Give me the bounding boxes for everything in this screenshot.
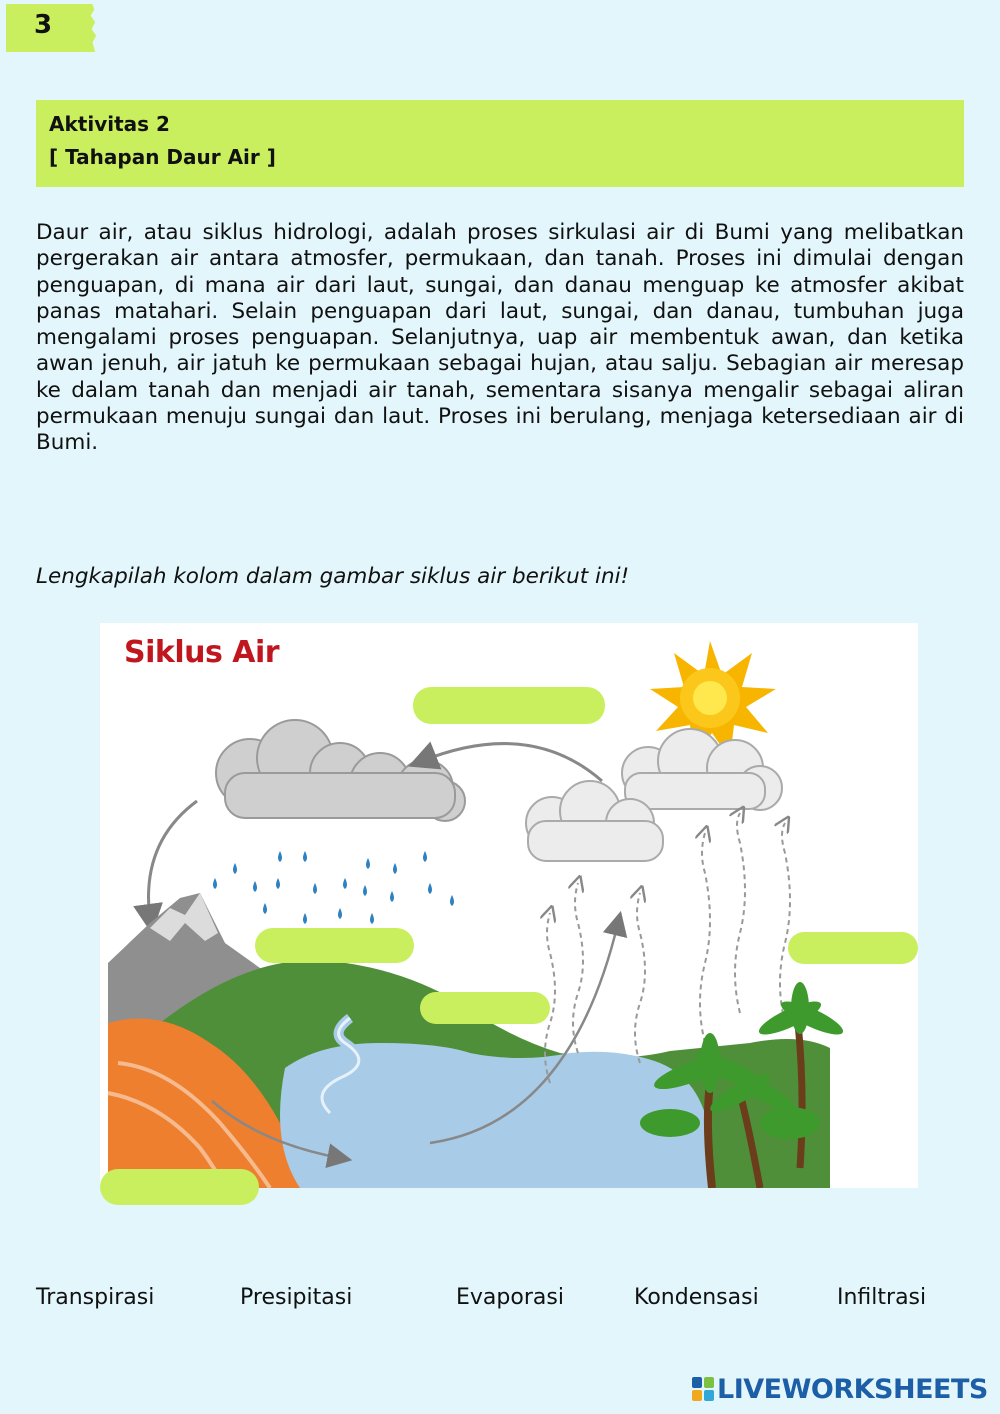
answer-slot-bottom[interactable] [100, 1169, 259, 1205]
word-option-presipitasi[interactable]: Presipitasi [240, 1285, 353, 1310]
word-option-transpirasi[interactable]: Transpirasi [36, 1285, 155, 1310]
brand-name: LIVEWORKSHEETS [717, 1373, 988, 1405]
word-option-infiltrasi[interactable]: Infiltrasi [837, 1285, 927, 1310]
activity-title: Aktivitas 2 [49, 112, 170, 136]
raindrops-icon [213, 851, 454, 924]
activity-subtitle: [ Tahapan Daur Air ] [49, 145, 276, 169]
liveworksheets-logo-icon [692, 1377, 714, 1401]
liveworksheets-logo[interactable] [692, 1372, 988, 1406]
answer-slot-rain[interactable] [255, 928, 414, 963]
intro-paragraph: Daur air, atau siklus hidrologi, adalah proses sirkulasi air di Bumi yang melibatkan pergerakan air antara atmosfer, permukaan, dan tanah. Proses ini dimulai dengan penguapan, di mana air dari laut, sungai, dan danau menguap ke atmosfer akibat panas matahari. Selain penguapan dari laut, sungai, dan danau, tumbuhan juga mengalami proses penguapan. Selanjutnya, uap air membentuk awan, dan ketika awan jenuh, air jatuh ke permukaan sebagai hujan, atau salju. Sebagian air meresap ke dalam tanah dan menjadi air tanah, sementara sisanya mengalir sebagai aliran permukaan menuju sungai dan laut. Proses ini berulang, menjaga ketersediaan air di Bumi. [36, 220, 964, 456]
answer-slot-top[interactable] [413, 687, 605, 724]
activity-header [36, 100, 964, 187]
rain-cloud-icon [216, 720, 465, 821]
page-number: 3 [34, 10, 53, 40]
water-cycle-figure [100, 623, 918, 1188]
cloud-icon-right [622, 729, 782, 810]
figure-title: Siklus Air [124, 635, 280, 670]
word-option-kondensasi[interactable]: Kondensasi [634, 1285, 759, 1310]
instruction-text: Lengkapilah kolom dalam gambar siklus air berikut ini! [36, 564, 630, 589]
answer-slot-center[interactable] [420, 992, 550, 1024]
word-option-evaporasi[interactable]: Evaporasi [456, 1285, 564, 1310]
answer-slot-right[interactable] [788, 932, 918, 964]
